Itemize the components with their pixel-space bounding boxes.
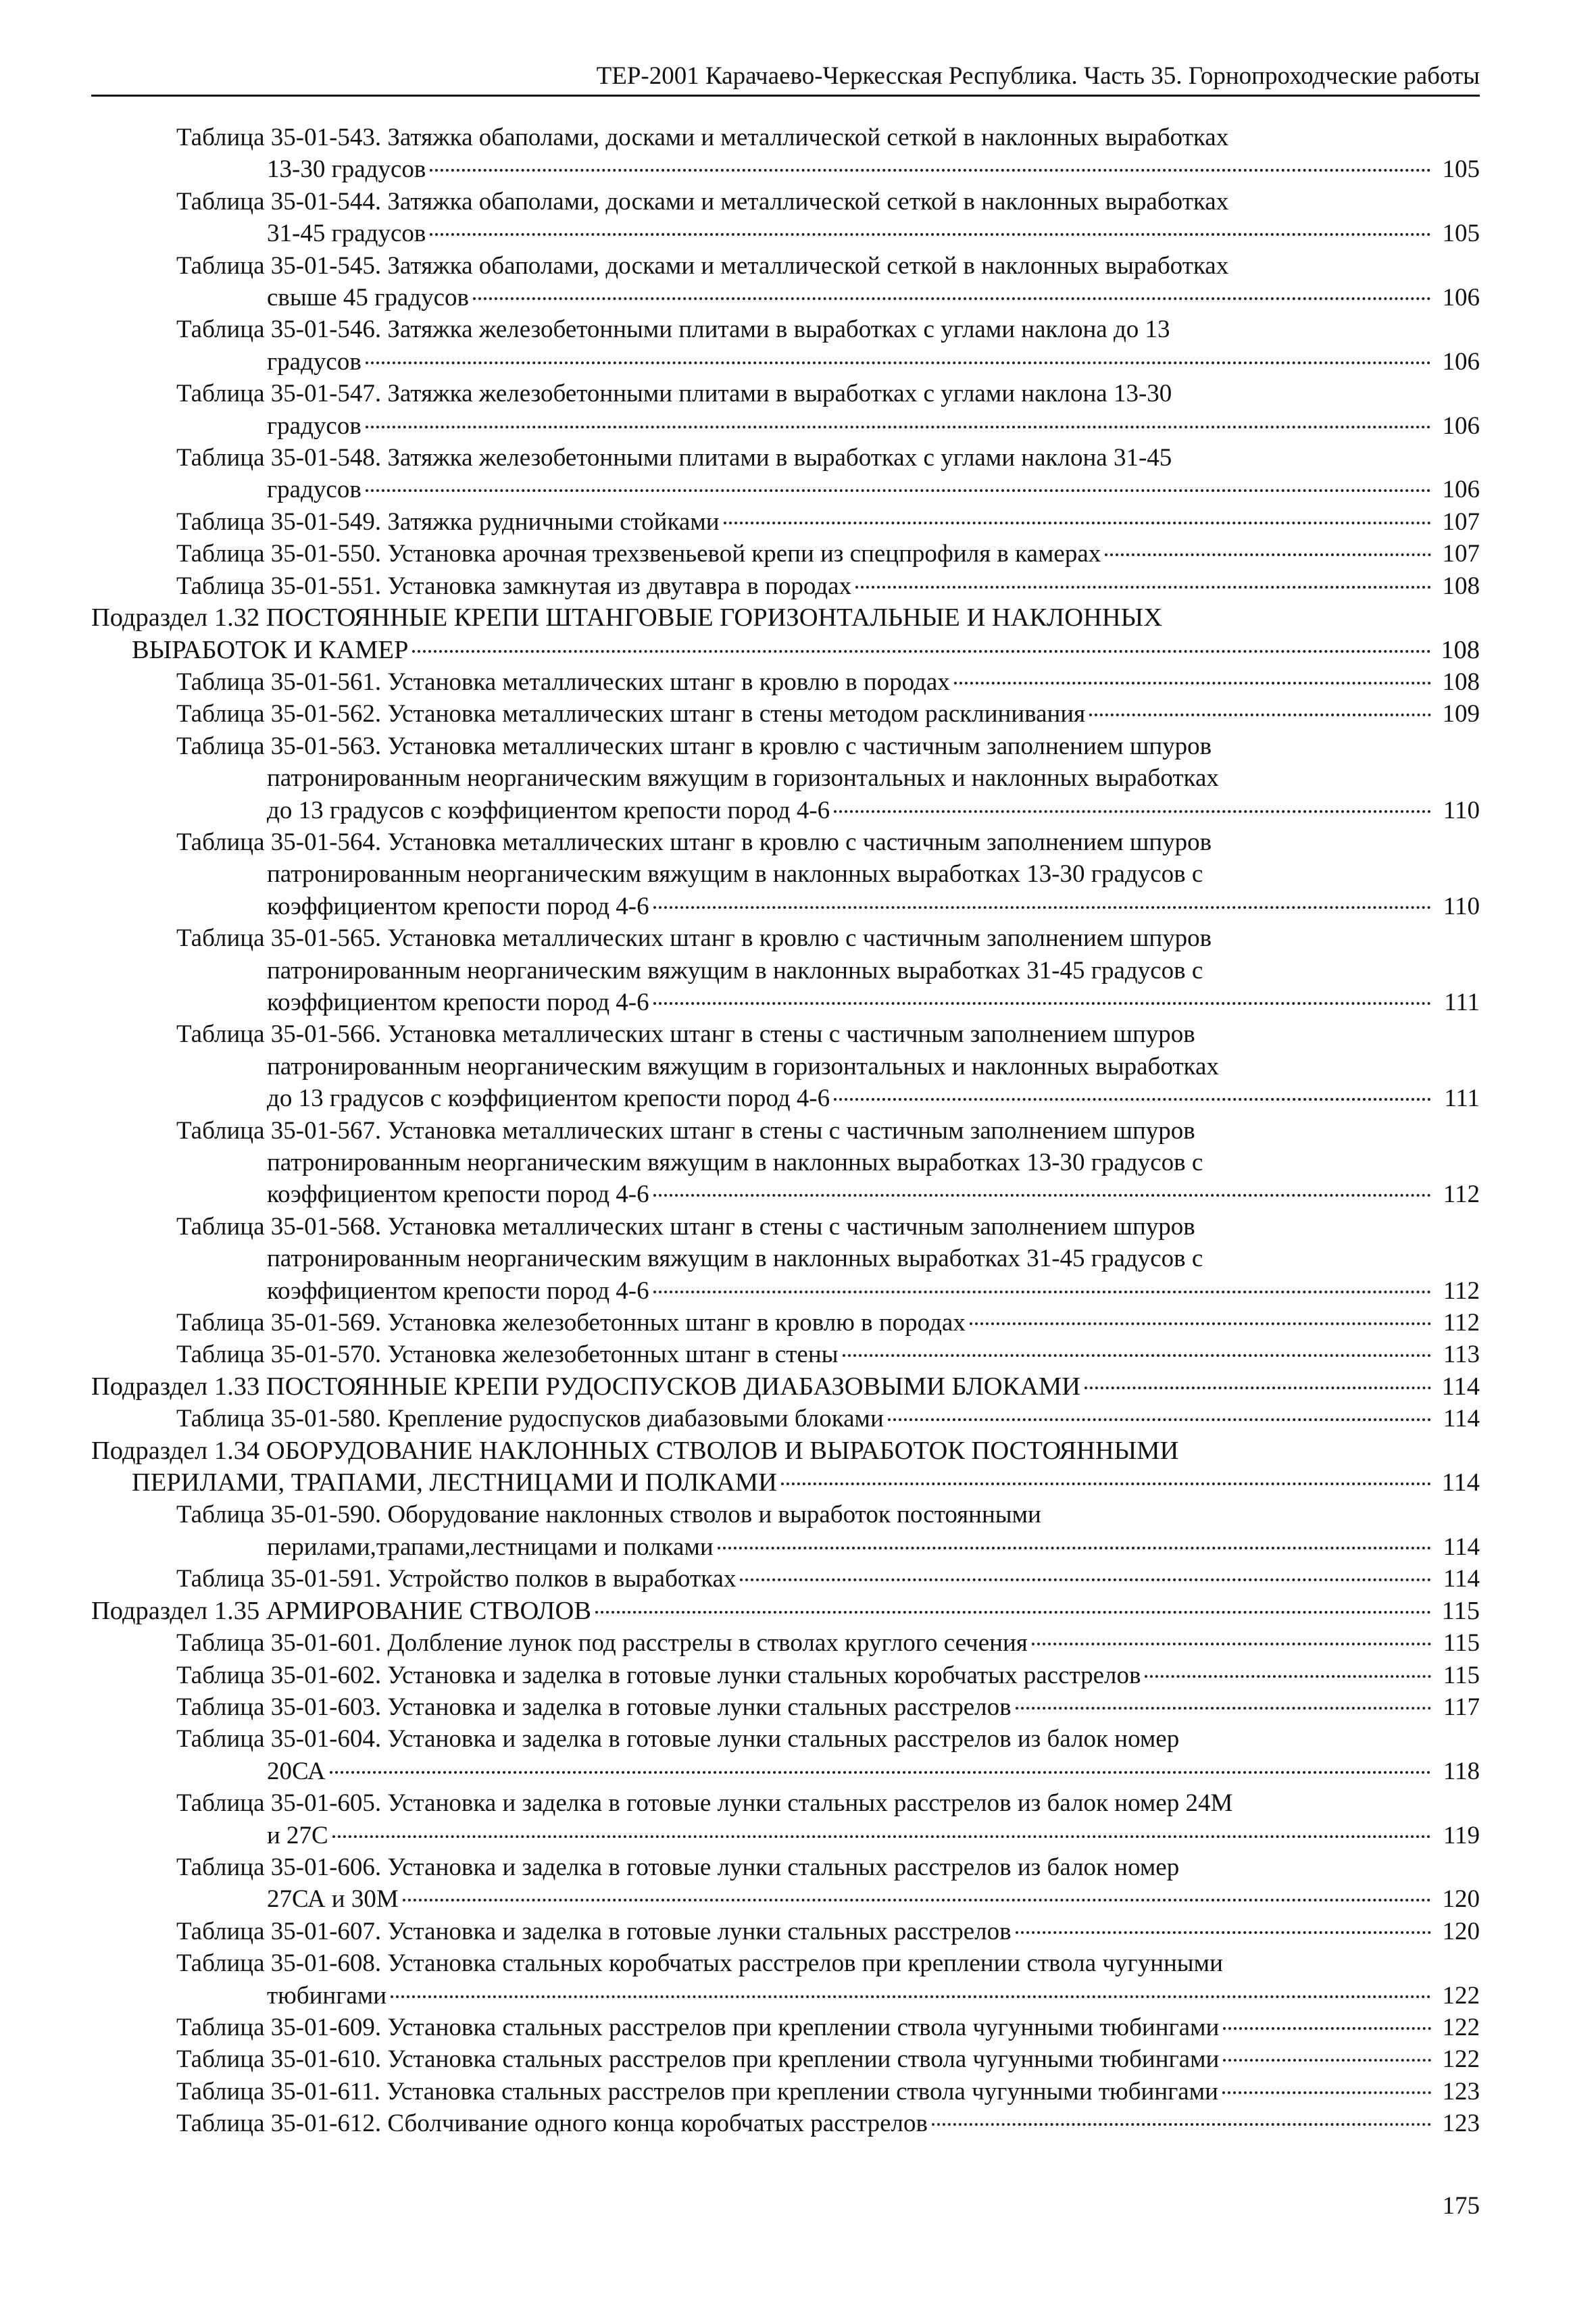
dot-leader: [1223, 2059, 1431, 2062]
toc-entry-line: [176, 570, 1480, 602]
toc-entry-text: Таблица 35-01-561. Установка металлических штанг в кровлю в породах: [176, 668, 950, 696]
toc-page-number: 122: [1442, 1981, 1480, 2010]
toc-entry-line: [267, 1082, 1480, 1114]
toc-page-number: 118: [1443, 1757, 1480, 1785]
dot-leader: [653, 1002, 1431, 1005]
toc-entry-line: [176, 1339, 1480, 1370]
toc-page-number: 115: [1443, 1661, 1480, 1689]
dot-leader: [1105, 553, 1431, 556]
dot-leader: [843, 1354, 1431, 1357]
dot-leader: [1032, 1643, 1431, 1645]
toc-entry-text: ВЫРАБОТОК И КАМЕР: [132, 635, 409, 664]
toc-entry-line: [267, 1820, 1480, 1851]
toc-entry-text: Таблица 35-01-607. Установка и заделка в готовые лунки стальных расстрелов: [176, 1917, 1012, 1945]
toc-table-entry: [176, 186, 1480, 250]
toc-entry-line: [267, 1147, 1480, 1178]
toc-table-entry: [176, 442, 1480, 506]
toc-page-number: 106: [1442, 476, 1480, 504]
toc-page-number: 112: [1443, 1309, 1480, 1337]
toc-page-number: 107: [1442, 540, 1480, 568]
dot-leader: [366, 489, 1431, 492]
toc-page-number: 115: [1441, 1596, 1480, 1625]
dot-leader: [834, 810, 1431, 813]
toc-entry-text: патронированным неорганическим вяжущим в наклонных выработках 31-45 градусов с: [267, 1245, 1203, 1273]
toc-page-number: 114: [1441, 1468, 1480, 1497]
toc-entry-text: Таблица 35-01-608. Установка стальных коробчатых расстрелов при креплении ствола чугунными: [176, 1949, 1223, 1978]
toc-entry-line: [176, 2108, 1480, 2139]
toc-entry-text: Таблица 35-01-570. Установка железобетонных штанг в стены: [176, 1341, 839, 1369]
toc-table-entry: [176, 1691, 1480, 1723]
toc-entry-line: [176, 2012, 1480, 2043]
toc-entry-line: [176, 666, 1480, 698]
toc-section-entry: [91, 602, 1480, 666]
dot-leader: [970, 1322, 1431, 1325]
toc-entry-line: [267, 1883, 1480, 1915]
dot-leader: [653, 1291, 1431, 1293]
dot-leader: [1016, 1931, 1431, 1934]
toc-table-entry: [176, 122, 1480, 186]
toc-entry-line: [176, 826, 1480, 858]
toc-entry-line: [176, 1115, 1480, 1147]
toc-page-number: 108: [1441, 635, 1480, 664]
toc-entry-text: Подраздел 1.33 ПОСТОЯННЫЕ КРЕПИ РУДОСПУСКОВ ДИАБАЗОВЫМИ БЛОКАМИ: [91, 1372, 1081, 1401]
dot-leader: [412, 650, 1431, 653]
toc-entry-text: Таблица 35-01-591. Устройство полков в выработках: [176, 1565, 737, 1593]
toc-entry-line: [132, 634, 1480, 666]
toc-entry-line: [176, 250, 1480, 282]
toc-page-number: 107: [1442, 507, 1480, 536]
toc-entry-line: [267, 1275, 1480, 1307]
toc-entry-text: Таблица 35-01-580. Крепление рудоспусков диабазовыми блоками: [176, 1405, 884, 1433]
toc-entry-line: [267, 1051, 1480, 1082]
dot-leader: [595, 1611, 1431, 1614]
toc-page-number: 120: [1442, 1917, 1480, 1945]
toc-entry-line: [176, 1691, 1480, 1723]
toc-table-entry: [176, 2043, 1480, 2075]
toc-entry-line: [267, 1178, 1480, 1210]
dot-leader: [366, 362, 1431, 364]
toc-page-number: 122: [1442, 2045, 1480, 2074]
toc-entry-text: 31-45 градусов: [267, 220, 426, 248]
toc-entry-text: Подраздел 1.34 ОБОРУДОВАНИЕ НАКЛОННЫХ СТВОЛОВ И ВЫРАБОТОК ПОСТОЯННЫМИ: [91, 1436, 1179, 1465]
dot-leader: [332, 1835, 1431, 1838]
toc-page-number: 105: [1442, 155, 1480, 184]
toc-entry-line: [176, 1627, 1480, 1659]
toc-entry-line: [267, 1531, 1480, 1563]
toc-table-entry: [176, 1660, 1480, 1691]
toc-entry-text: Таблица 35-01-544. Затяжка обаполами, досками и металлической сеткой в наклонных выработках: [176, 187, 1229, 216]
dot-leader: [473, 297, 1431, 300]
toc-table-entry: [176, 666, 1480, 698]
toc-entry-text: Таблица 35-01-562. Установка металлических штанг в стены методом расклинивания: [176, 700, 1086, 728]
toc-entry-text: и 27С: [267, 1821, 328, 1849]
toc-entry-text: перилами,трапами,лестницами и полками: [267, 1533, 714, 1561]
toc-table-entry: [176, 1115, 1480, 1211]
toc-table-entry: [176, 826, 1480, 922]
dot-leader: [1089, 714, 1431, 716]
toc-page-number: 115: [1443, 1629, 1480, 1658]
toc-entry-line: [176, 186, 1480, 218]
toc-page-number: 123: [1442, 2110, 1480, 2138]
toc-table-entry: [176, 1307, 1480, 1339]
toc-entry-text: Таблица 35-01-611. Установка стальных расстрелов при креплении ствола чугунными тюбингами: [176, 2077, 1218, 2106]
toc-table-entry: [176, 1211, 1480, 1307]
toc-page-number: 108: [1442, 572, 1480, 600]
toc-entry-line: [267, 218, 1480, 249]
toc-page-number: 113: [1443, 1341, 1480, 1369]
toc-entry-line: [267, 1756, 1480, 1787]
toc-entry-line: [176, 2043, 1480, 2075]
toc-entry-line: [267, 1980, 1480, 2012]
toc-entry-line: [267, 891, 1480, 922]
toc-entry-text: Таблица 35-01-590. Оборудование наклонных стволов и выработок постоянными: [176, 1501, 1041, 1529]
toc-entry-text: Таблица 35-01-610. Установка стальных расстрелов при креплении ствола чугунными тюбингами: [176, 2045, 1220, 2074]
toc-page-number: 114: [1441, 1372, 1480, 1401]
toc-table-entry: [176, 1851, 1480, 1916]
toc-entry-text: тюбингами: [267, 1981, 387, 2010]
toc-page-number: 114: [1443, 1405, 1480, 1433]
toc-entry-text: Таблица 35-01-550. Установка арочная трехзвеньевой крепи из спецпрофиля в камерах: [176, 540, 1101, 568]
toc-table-entry: [176, 250, 1480, 314]
toc-entry-line: [267, 410, 1480, 442]
toc-entry-text: коэффициентом крепости пород 4-6: [267, 1276, 649, 1305]
dot-leader: [932, 2123, 1431, 2126]
running-header: ТЕР-2001 Карачаево-Черкесская Республика. Часть 35. Горнопроходческие работы: [91, 59, 1480, 97]
toc-entry-line: [176, 1916, 1480, 1947]
toc-entry-line: [176, 1660, 1480, 1691]
toc-entry-line: [176, 730, 1480, 762]
toc-entry-line: [91, 1371, 1480, 1403]
toc-entry-text: Таблица 35-01-564. Установка металлических штанг в кровлю с частичным заполнением шпуров: [176, 828, 1212, 856]
toc-entry-text: 13-30 градусов: [267, 155, 426, 184]
toc-entry-text: свыше 45 градусов: [267, 284, 469, 312]
toc-entry-text: Таблица 35-01-548. Затяжка железобетонными плитами в выработках с углами наклона 31-45: [176, 444, 1172, 472]
toc-entry-line: [267, 474, 1480, 505]
toc-table-entry: [176, 2108, 1480, 2139]
toc-table-entry: [176, 922, 1480, 1018]
toc-entry-text: Таблица 35-01-569. Установка железобетонных штанг в кровлю в породах: [176, 1309, 966, 1337]
toc-entry-text: Таблица 35-01-609. Установка стальных расстрелов при креплении ствола чугунными тюбингами: [176, 2013, 1220, 2041]
toc-page-number: 106: [1442, 412, 1480, 440]
toc-table-entry: [176, 2012, 1480, 2043]
toc-entry-line: [91, 1595, 1480, 1627]
toc-entry-line: [176, 2076, 1480, 2108]
toc-entry-line: [176, 1563, 1480, 1595]
dot-leader: [1016, 1707, 1431, 1710]
toc-page-number: 117: [1443, 1693, 1480, 1721]
toc-entry-line: [176, 122, 1480, 153]
toc-entry-line: [267, 282, 1480, 314]
toc-entry-text: коэффициентом крепости пород 4-6: [267, 892, 649, 920]
toc-page-number: 110: [1443, 892, 1480, 920]
toc-entry-text: Таблица 35-01-567. Установка металлических штанг в стены с частичным заполнением шпуров: [176, 1116, 1195, 1145]
toc-entry-text: Таблица 35-01-551. Установка замкнутая из двутавра в породах: [176, 572, 852, 600]
toc-entry-line: [176, 922, 1480, 954]
toc-entry-text: градусов: [267, 476, 361, 504]
toc-entry-line: [176, 538, 1480, 570]
toc-page-number: 123: [1442, 2077, 1480, 2106]
dot-leader: [653, 1194, 1431, 1197]
toc-section-entry: [91, 1435, 1480, 1499]
toc-entry-line: [267, 153, 1480, 185]
toc-entry-text: Таблица 35-01-545. Затяжка обаполами, досками и металлической сеткой в наклонных выработках: [176, 251, 1229, 280]
dot-leader: [740, 1578, 1431, 1581]
toc-entry-text: Таблица 35-01-543. Затяжка обаполами, досками и металлической сеткой в наклонных выработках: [176, 124, 1229, 151]
toc-entry-line: [267, 858, 1480, 890]
toc-entry-text: патронированным неорганическим вяжущим в наклонных выработках 13-30 градусов с: [267, 1149, 1203, 1176]
toc-entry-line: [267, 987, 1480, 1018]
toc-table-entry: [176, 1403, 1480, 1435]
toc-table-entry: [176, 2076, 1480, 2108]
toc-entry-text: Таблица 35-01-606. Установка и заделка в готовые лунки стальных расстрелов из балок номер: [176, 1853, 1180, 1881]
toc-entry-line: [176, 1307, 1480, 1339]
toc-entry-line: [176, 1018, 1480, 1050]
toc-entry-line: [176, 314, 1480, 345]
toc-table-entry: [176, 1947, 1480, 2012]
toc-section-entry: [91, 1371, 1480, 1403]
toc-table-entry: [176, 1018, 1480, 1114]
toc-entry-line: [176, 1403, 1480, 1435]
dot-leader: [855, 586, 1431, 589]
dot-leader: [403, 1899, 1431, 1901]
toc-entry-text: Подраздел 1.35 АРМИРОВАНИЕ СТВОЛОВ: [91, 1596, 591, 1625]
dot-leader: [653, 906, 1431, 909]
toc-page-number: 111: [1444, 988, 1480, 1016]
toc-page-number: 112: [1443, 1180, 1480, 1209]
toc-page-number: 112: [1443, 1276, 1480, 1305]
toc-entry-line: [176, 378, 1480, 409]
toc-entry-text: градусов: [267, 347, 361, 376]
toc-entry-text: Таблица 35-01-563. Установка металлических штанг в кровлю с частичным заполнением шпуров: [176, 732, 1212, 760]
toc-entry-line: [267, 955, 1480, 987]
toc-entry-line: [176, 1851, 1480, 1883]
toc-entry-text: 20СА: [267, 1757, 326, 1785]
toc-page-number: 110: [1443, 796, 1480, 824]
toc-table-entry: [176, 1627, 1480, 1659]
toc-entry-text: Таблица 35-01-603. Установка и заделка в готовые лунки стальных расстрелов: [176, 1693, 1012, 1721]
toc-entry-line: [267, 762, 1480, 794]
dot-leader: [330, 1771, 1431, 1774]
toc-entry-line: [176, 698, 1480, 730]
toc-table-entry: [176, 730, 1480, 826]
toc-page-number: 122: [1442, 2013, 1480, 2041]
toc-section-entry: [91, 1595, 1480, 1627]
dot-leader: [888, 1418, 1431, 1421]
dot-leader: [366, 426, 1431, 428]
toc-table-entry: [176, 1563, 1480, 1595]
toc-table-entry: [176, 1339, 1480, 1370]
toc-entry-text: до 13 градусов с коэффициентом крепости пород 4-6: [267, 1085, 830, 1113]
toc-entry-text: Таблица 35-01-568. Установка металлических штанг в стены с частичным заполнением шпуров: [176, 1212, 1195, 1241]
toc-table-entry: [176, 1499, 1480, 1563]
toc-page-number: 111: [1444, 1085, 1480, 1113]
toc-page-number: 120: [1442, 1885, 1480, 1914]
toc-entry-text: Таблица 35-01-601. Долбление лунок под расстрелы в стволах круглого сечения: [176, 1629, 1028, 1658]
toc-entry-text: патронированным неорганическим вяжущим в горизонтальных и наклонных выработках: [267, 764, 1219, 793]
toc-table-entry: [176, 698, 1480, 730]
toc-page-number: 105: [1442, 220, 1480, 248]
toc-table-entry: [176, 1787, 1480, 1851]
toc-entry-text: ПЕРИЛАМИ, ТРАПАМИ, ЛЕСТНИЦАМИ И ПОЛКАМИ: [132, 1468, 777, 1497]
dot-leader: [718, 1547, 1431, 1549]
toc-entry-line: [91, 1435, 1480, 1467]
toc-page-number: 109: [1442, 700, 1480, 728]
dot-leader: [724, 522, 1431, 524]
toc-entry-line: [176, 1947, 1480, 1979]
toc-table-entry: [176, 570, 1480, 602]
dot-leader: [1222, 2091, 1431, 2094]
toc-entry-line: [176, 506, 1480, 538]
toc-table-entry: [176, 1723, 1480, 1787]
dot-leader: [391, 1995, 1431, 1998]
toc-page-number: 119: [1443, 1821, 1480, 1849]
toc-page-number: 106: [1442, 347, 1480, 376]
toc-entry-text: Таблица 35-01-566. Установка металлических штанг в стены с частичным заполнением шпуров: [176, 1020, 1195, 1049]
toc-page-number: 106: [1442, 284, 1480, 312]
toc-table-entry: [176, 538, 1480, 570]
toc-entry-line: [176, 1787, 1480, 1819]
toc-page-number: 114: [1443, 1565, 1480, 1593]
toc-table-entry: [176, 314, 1480, 378]
dot-leader: [430, 233, 1431, 236]
toc-table-entry: [176, 378, 1480, 442]
toc-entry-text: Таблица 35-01-565. Установка металлических штанг в кровлю с частичным заполнением шпуров: [176, 924, 1212, 953]
toc-entry-text: Таблица 35-01-605. Установка и заделка в готовые лунки стальных расстрелов из балок номер 24М: [176, 1789, 1233, 1818]
toc-entry-text: 27СА и 30М: [267, 1885, 399, 1914]
toc-entry-text: Подраздел 1.32 ПОСТОЯННЫЕ КРЕПИ ШТАНГОВЫЕ ГОРИЗОНТАЛЬНЫЕ И НАКЛОННЫХ: [91, 603, 1163, 632]
toc-page-number: 108: [1442, 668, 1480, 696]
toc-entry-text: коэффициентом крепости пород 4-6: [267, 1180, 649, 1209]
toc-entry-text: Таблица 35-01-602. Установка и заделка в готовые лунки стальных коробчатых расстрелов: [176, 1661, 1141, 1689]
toc-entry-text: Таблица 35-01-612. Сболчивание одного конца коробчатых расстрелов: [176, 2110, 928, 2138]
toc-entry-line: [176, 1211, 1480, 1243]
toc-entry-line: [267, 1243, 1480, 1274]
toc-entry-text: патронированным неорганическим вяжущим в горизонтальных и наклонных выработках: [267, 1052, 1219, 1080]
dot-leader: [1145, 1675, 1431, 1678]
dot-leader: [954, 682, 1431, 684]
toc-page-number: 114: [1443, 1533, 1480, 1561]
toc-entry-line: [132, 1467, 1480, 1499]
toc-entry-text: коэффициентом крепости пород 4-6: [267, 988, 649, 1016]
toc-entry-text: градусов: [267, 412, 361, 440]
toc-entry-text: Таблица 35-01-549. Затяжка рудничными стойками: [176, 507, 720, 536]
table-of-contents: [91, 122, 1480, 2140]
toc-entry-line: [176, 1499, 1480, 1530]
toc-entry-text: Таблица 35-01-547. Затяжка железобетонными плитами в выработках с углами наклона 13-30: [176, 380, 1172, 408]
page-number: 175: [1442, 2192, 1480, 2220]
dot-leader: [1223, 2027, 1431, 2030]
toc-table-entry: [176, 506, 1480, 538]
toc-entry-line: [267, 795, 1480, 826]
toc-entry-line: [176, 1723, 1480, 1755]
toc-entry-text: патронированным неорганическим вяжущим в наклонных выработках 31-45 градусов с: [267, 956, 1203, 985]
dot-leader: [781, 1483, 1431, 1485]
toc-entry-text: до 13 градусов с коэффициентом крепости пород 4-6: [267, 796, 830, 824]
toc-entry-line: [176, 442, 1480, 474]
dot-leader: [430, 169, 1431, 172]
toc-table-entry: [176, 1916, 1480, 1947]
dot-leader: [1084, 1387, 1431, 1389]
toc-entry-text: Таблица 35-01-604. Установка и заделка в готовые лунки стальных расстрелов из балок номер: [176, 1725, 1180, 1753]
dot-leader: [834, 1098, 1431, 1101]
toc-entry-line: [91, 602, 1480, 634]
toc-entry-text: Таблица 35-01-546. Затяжка железобетонными плитами в выработках с углами наклона до 13: [176, 316, 1170, 344]
toc-entry-line: [267, 346, 1480, 378]
toc-entry-text: патронированным неорганическим вяжущим в наклонных выработках 13-30 градусов с: [267, 860, 1203, 889]
